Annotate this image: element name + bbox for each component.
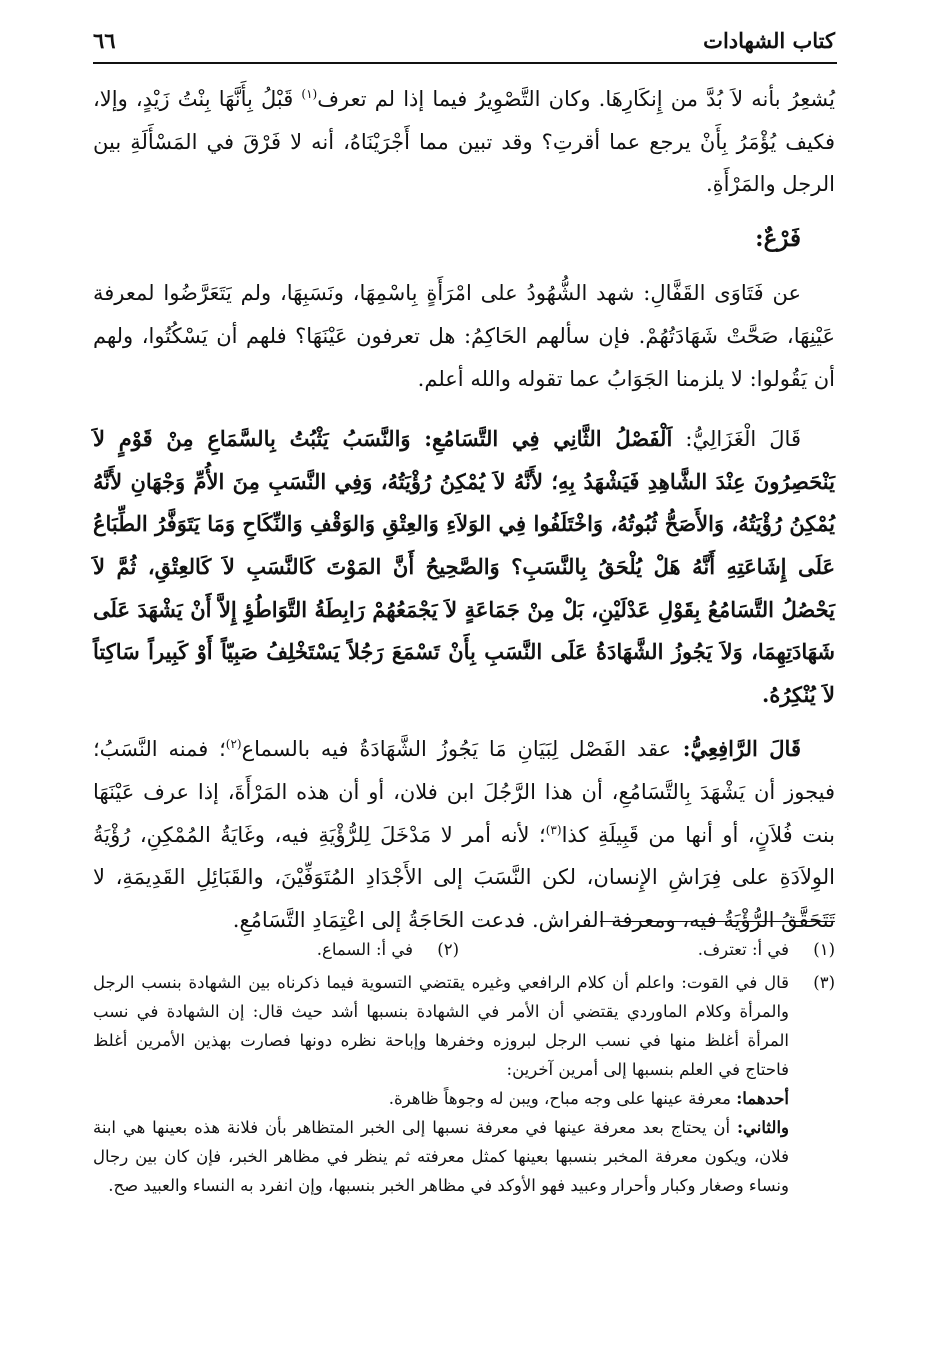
footnote-1-text: في أ: تعترف.: [697, 940, 789, 959]
paragraph-rafii: قَالَ الرَّافِعِيُّ: عقد الفَصْل لِبَيَانِ مَا يَجُوزُ الشَّهَادَةُ فيه بالسماع$^{(٢)}$؛ فمنه النَّسَبُ؛ فيجوز أن يَشْهَدَ بِالتَّسَامُعِ، أن هذا الرَّجُلَ ابن فلان، أو أن هذه المَرْأَةَ، إذا عرف عَيْنَهَا بنت فُلاَنٍ، أو أنها من قَبِيلَةِ كذا$^{(٣)}$؛ لأنه أمر لا مَدْخَلَ لِلرُّؤْيَةِ فيه، وغَايَةُ المُمْكِنِ، رُؤْيَةُ الوِلاَدَةِ على فِرَاشِ الإِنسان، لكن النَّسَبَ إلى الأَجْدَادِ المُتَوَفِّيْنَ، والقَبَائِلِ القَدِيمَةِ، لا تَتَحَقَّقُ الرُّؤْيَةُ فيه، ومعرفة الفراش. فدعت الحَاجَةُ إلى اعْتِمَادِ التَّسَامُعِ.: [93, 736, 835, 932]
footnote-ref-3: (٣): [545, 822, 562, 837]
section-heading-far: فَرْعٌ:: [755, 224, 801, 252]
footnote-3-second: والثاني: أن يحتاج بعد معرفة عينها في معرفة نسبها إلى الخبر المتظاهر بأن فلانة هذه بعينها هي ابنة فلان، ويكون معرفة المخبر بنسبها بعينها كمثل معرفته ثم ينظر في مظاهر الخبر، فإن كان بين رجال ونساء وصغار وكبار وأحرار وعبيد فهو الأوكد في مظاهر الخبر بنسبها، وإن انفرد به النساء والعبيد صح.: [93, 1118, 789, 1195]
footnote-1-number: (١): [813, 940, 835, 959]
footnote-3-first: أحدهما: معرفة عينها على وجه مباح، ويبن له وجوهاً ظاهرة.: [388, 1089, 789, 1108]
footnote-ref-1: (١): [301, 87, 318, 101]
header-rule: [93, 62, 837, 64]
footnote-3: [93, 968, 835, 1084]
ghazali-lead: قَالَ الْغَزَالِيُّ:: [672, 427, 801, 452]
rafii-lead: قَالَ الرَّافِعِيُّ:: [671, 736, 801, 762]
main-text: [93, 78, 835, 941]
paragraph-2: عن فَتَاوَى القَفَّالِ: شهد الشُّهُودُ على امْرَأَةٍ بِاسْمِهَا، ونَسَبِهَا، ولم يَتَعَرَّضُوا لمعرفة عَيْنِهَا، صَحَّتْ شَهَادَتُهُمْ. فإن سألهم الحَاكِمُ: هل تعرفون عَيْنَهَا؟ فلهم أن يَسْكُتُوا، ولهم أن يَقُولوا: لا يلزمنا الجَوَابُ عما تقوله والله أعلم.: [93, 281, 835, 391]
ghazali-text: اَلْفَصْلُ الثَّانِي فِي التَّسَامُعِ: وَالنَّسَبُ يَثْبُتُ بِالسَّمَاعِ مِنْ قَوْمٍ لاَ يَنْحَصِرُونَ عِنْدَ الشَّاهِدِ فَيَشْهَدُ بِهِ؛ لأَنَّهُ لاَ يُمْكِنُ رُؤْيَتُهُ، وَفِي النَّسَبِ مِنَ الأُمِّ وَجْهَانِ لأَنَّهُ يُمْكِنُ رُؤْيَتُهُ، وَالأَصَحُّ ثُبُوتُهُ، وَاخْتَلَفُوا فِي الوَلاَءِ وَالعِتْقِ وَالوَقْفِ وَالنِّكَاحِ وَمَا يَتَوَفَّرُ الطِّبَاعُ عَلَى إِشَاعَتِهِ أَنَّهُ هَلْ يُلْحَقُ بِالنَّسَبِ؟ وَالصَّحِيحُ أَنَّ المَوْتَ كَالنَّسَبِ لاَ كَالعِتْقِ، ثُمَّ لاَ يَحْصُلُ التَّسَامُعُ بِقَوْلِ عَدْلَيْنِ، بَلْ مِنْ جَمَاعَةٍ لاَ يَجْمَعُهُمْ رَابِطَةُ التَّوَاطُؤِ إِلاَّ أَنْ يَشْهَدَ عَلَى شَهَادَتِهِمَا، وَلاَ يَجُوزُ الشَّهَادَةُ عَلَى النَّسَبِ بِأَنْ تَسْمَعَ رَجُلاً يَسْتَخْلِفُ صَبِيّاً أَوْ كَبِيراً سَاكِتاً لاَ يُنْكِرُهُ.: [93, 426, 835, 707]
footnote-row-1-2: [93, 935, 835, 964]
paragraph-1: يُشعِرُ بأنه لاَ بُدَّ من إِنكَارِهَا. وكان التَّصْوِيرُ فيما إذا لم تعرف$^{(١)}$ قَبْلُ بِأَنَّهَا بِنْتُ زَيْدٍ، وإلا، فكيف يُؤْمَرُ بِأَنْ يرجع عما أقرتِ؟ وقد تبين مما أَجْرَيْنَاهُ، أنه لا فَرْقَ في المَسْأَلَةِ بين الرجل والمَرْأَةِ.: [93, 87, 835, 197]
footnote-2-text: في أ: السماع.: [316, 940, 413, 959]
book-title: كتاب الشهادات: [703, 27, 835, 53]
footnote-3-text: قال في القوت: واعلم أن كلام الرافعي وغيره يقتضي التسوية فيما ذكرناه بين الشهادة بنسب الرجل والمرأة وكلام الماوردي يقتضي أن الأمر في الشهادة بنسبها أشد حيث قال: إن الشهادة في نسب المرأة أغلظ منها في نسب الرجل لبروزه وخفرها وإباحة نظره دونها فصارت بهذين الأمرين أغلظ فاحتاج في العلم بنسبها إلى أمرين آخرين:: [93, 973, 789, 1079]
footnotes: [93, 935, 835, 1200]
footnote-3-continuation: [93, 1084, 835, 1200]
paragraph-ghazali: [93, 418, 835, 716]
page-number: ٦٦: [93, 27, 116, 53]
running-header: [93, 24, 835, 56]
footnote-2-number: (٢): [437, 940, 459, 959]
footnote-separator: [600, 921, 835, 922]
footnote-3-number: (٣): [813, 973, 835, 992]
footnote-ref-2: (٢): [225, 737, 242, 752]
